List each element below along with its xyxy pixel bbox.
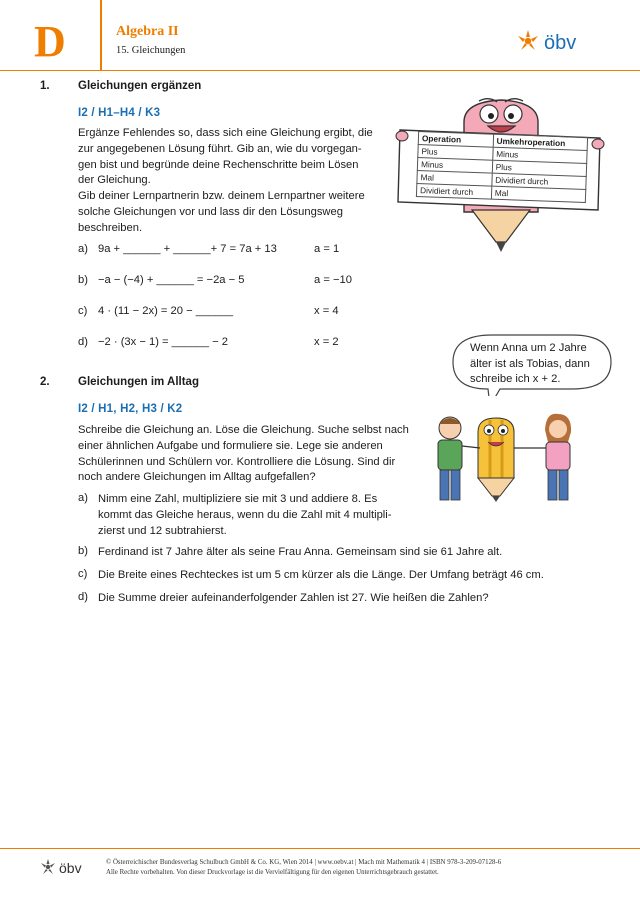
chapter-subtitle: 15. Gleichungen <box>116 45 186 56</box>
exercise-1b-label: b) <box>78 274 88 286</box>
exercise-1b-condition: a = −10 <box>314 274 352 286</box>
exercise-1a-equation: 9a + ______ + ______+ 7 = 7a + 13 <box>98 243 277 255</box>
table-row: Plus Minus <box>418 145 587 164</box>
footer-oebv-logo <box>40 858 98 876</box>
table-header: Umkehroperation <box>493 134 588 150</box>
exercise-1d-label: d) <box>78 336 88 348</box>
exercise-2b-label: b) <box>78 545 88 557</box>
table-header: Operation <box>418 132 493 148</box>
exercise-1b-equation: −a − (−4) + ______ = −2a − 5 <box>98 274 245 286</box>
section-1-competencies: I2 / H1–H4 / K3 <box>78 107 161 119</box>
speech-bubble-text: Wenn Anna um 2 Jahre älter ist als Tobias, dann schreibe ich x + 2. <box>470 342 590 385</box>
section-2-title: Gleichungen im Alltag <box>78 376 199 388</box>
exercise-1a-label: a) <box>78 243 88 255</box>
table-row: Mal Dividiert durch <box>417 171 586 190</box>
children-with-pencil-illustration <box>430 412 614 504</box>
exercise-2b-text: Ferdinand ist 7 Jahre älter als seine Frau Anna. Gemeinsam sind sie 61 Jahre alt. <box>98 546 503 558</box>
section-1-instructions: Ergänze Fehlendes so, dass sich eine Gleichung ergibt, die zur angegebenen Lösung führt. Gib an, wie du vorgegan- gen bist und begründe deine Rechenschritte beim Lösen der Gleichung. Gib deiner Lernpartnerin bzw. deinem Lernpartner weitere solche Gleichungen vor und lass dir den Lösungsweg beschreiben. <box>78 127 373 234</box>
star-icon <box>41 859 55 874</box>
exercise-2c-text: Die Breite eines Rechteckes ist um 5 cm kürzer als die Länge. Der Umfang beträgt 46 cm. <box>98 569 544 581</box>
exercise-2d-text: Die Summe dreier aufeinanderfolgender Zahlen ist 27. Wie heißen die Zahlen? <box>98 592 489 604</box>
exercise-1c-condition: x = 4 <box>314 305 339 317</box>
table-row: Dividiert durch Mal <box>416 184 585 203</box>
chapter-title: Algebra II <box>116 24 179 39</box>
exercise-2c-label: c) <box>78 568 88 580</box>
oebv-logo <box>516 28 596 54</box>
exercise-1c-label: c) <box>78 305 88 317</box>
exercise-2a-text: Nimm eine Zahl, multipliziere sie mit 3 und addiere 8. Es kommt das Gleiche heraus, wenn du die Zahl mit 4 multipli- zierst und 12 subtrahierst. <box>98 493 392 537</box>
exercise-1c-equation: 4 · (11 − 2x) = 20 − ______ <box>98 305 234 317</box>
section-2-number: 2. <box>40 376 50 388</box>
footer-copyright: © Österreichischer Bundesverlag Schulbuch GmbH & Co. KG, Wien 2014 | www.oebv.at | Mach mit Mathematik 4 | ISBN 978-3-209-07128-6 Alle Rechte vorbehalten. Von dieser Druckvorlage ist die Vervielfältigung für den eigenen Unterrichtsgebrauch gestattet. <box>106 859 502 876</box>
header-divider-vertical <box>100 0 102 70</box>
exercise-2d-label: d) <box>78 591 88 603</box>
exercise-1a-condition: a = 1 <box>314 243 340 255</box>
chapter-letter: D <box>34 17 66 66</box>
exercise-1d-condition: x = 2 <box>314 336 339 348</box>
exercise-1d-equation: −2 · (3x − 1) = ______ − 2 <box>98 336 228 348</box>
section-2-competencies: I2 / H1, H2, H3 / K2 <box>78 403 183 415</box>
table-row: Minus Plus <box>417 158 586 177</box>
logo-text: öbv <box>544 32 577 54</box>
exercise-2a-label: a) <box>78 492 88 504</box>
footer-divider <box>0 848 640 849</box>
header-divider <box>0 70 640 71</box>
section-2-instructions: Schreibe die Gleichung an. Löse die Gleichung. Suche selbst nach einer ähnlichen Aufgabe und formuliere sie. Lege sie anderen Schülerinnen und Schülern vor. Kontrolliere die Lösung. Sind dir noch andere Gleichungen im Alltag aufgefallen? <box>78 424 409 484</box>
footer-logo-text: öbv <box>59 860 82 876</box>
operation-table <box>416 131 588 203</box>
section-1-title: Gleichungen ergänzen <box>78 80 202 92</box>
star-icon <box>518 30 538 50</box>
section-1-number: 1. <box>40 80 50 92</box>
